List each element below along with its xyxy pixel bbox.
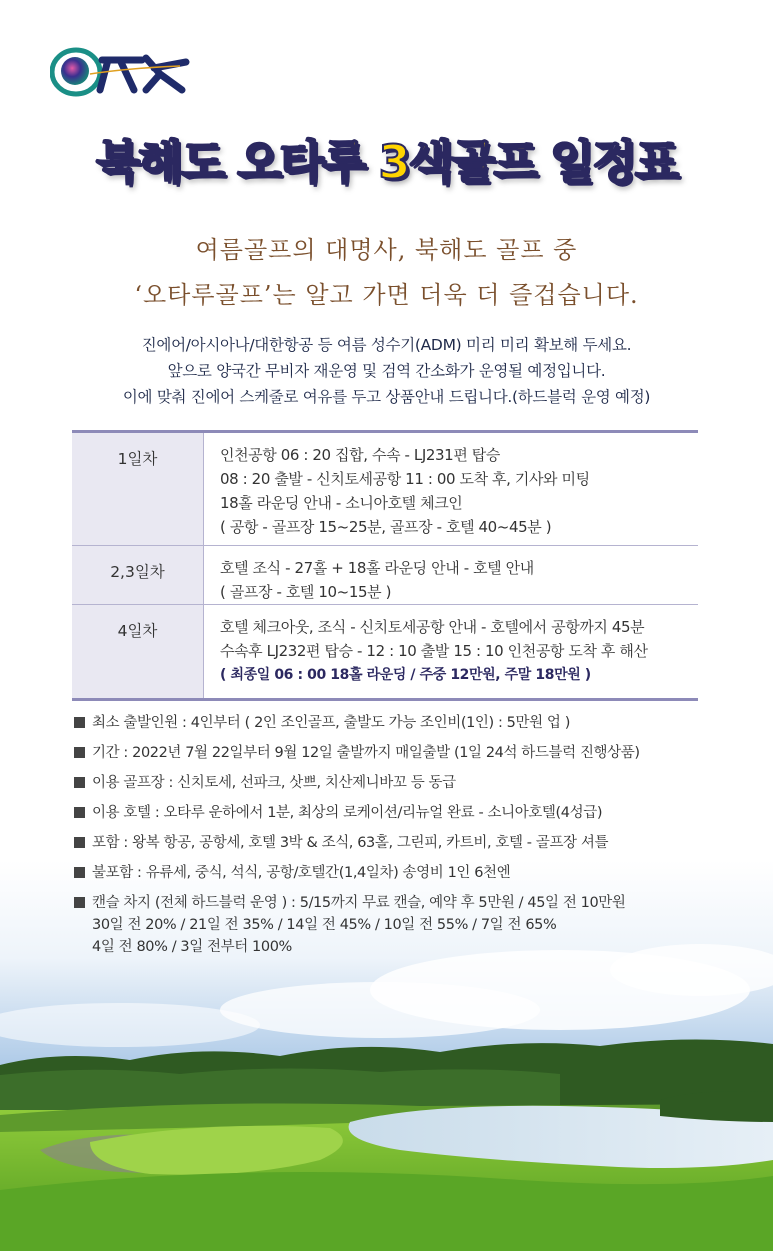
info-item-period: 기간 : 2022년 7월 22일부터 9월 12일 출발까지 매일출발 (1일 24석 하드블럭 진행상품) bbox=[72, 742, 752, 772]
title-part-highlight: 오타루 3색골프 bbox=[237, 135, 536, 189]
info-list bbox=[72, 712, 752, 958]
schedule-table bbox=[72, 430, 698, 701]
schedule-day-label: 4일차 bbox=[72, 605, 204, 698]
page-title bbox=[0, 126, 773, 192]
info-item-hotel: 이용 호텔 : 오타루 운하에서 1분, 최상의 로케이션/리뉴얼 완료 - 소니아호텔(4성급) bbox=[72, 802, 752, 832]
schedule-line: 호텔 조식 - 27홀 + 18홀 라운딩 안내 - 호텔 안내 bbox=[220, 559, 534, 577]
schedule-detail bbox=[204, 546, 698, 604]
title-part-region: 북해도 bbox=[95, 135, 224, 189]
info-item-cancel bbox=[72, 892, 752, 958]
schedule-row-day2-3 bbox=[72, 546, 698, 605]
note-line-2: 앞으로 양국간 무비자 재운영 및 검역 간소화가 운영될 예정입니다. bbox=[167, 362, 606, 380]
info-item-courses: 이용 골프장 : 신치토세, 선파크, 삿쁘, 치산제니바꼬 등 동급 bbox=[72, 772, 752, 802]
schedule-line: 인천공항 06 : 20 집합, 수속 - LJ231편 탑승 bbox=[220, 446, 500, 464]
cancel-line-2: 30일 전 20% / 21일 전 35% / 14일 전 45% / 10일 전 55% / 7일 전 65% bbox=[92, 917, 557, 933]
schedule-detail bbox=[204, 433, 698, 545]
lead-line-2: ‘오타루골프’는 알고 가면 더욱 더 즐겁습니다. bbox=[134, 281, 639, 309]
schedule-line: 08 : 20 출발 - 신치토세공항 11 : 00 도착 후, 기사와 미팅 bbox=[220, 470, 590, 488]
schedule-day-label: 1일차 bbox=[72, 433, 204, 545]
note-line-3: 이에 맞춰 진에어 스케줄로 여유를 두고 상품안내 드립니다.(하드블럭 운영 예정) bbox=[122, 388, 651, 406]
schedule-row-day4 bbox=[72, 605, 698, 698]
cancel-line-3: 4일 전 80% / 3일 전부터 100% bbox=[92, 939, 292, 955]
cancel-line-1: 캔슬 차지 (전체 하드블럭 운영 ) : 5/15까지 무료 캔슬, 예약 후 5만원 / 45일 전 10만원 bbox=[92, 895, 626, 911]
lead-line-1: 여름골프의 대명사, 북해도 골프 중 bbox=[195, 236, 578, 264]
schedule-line: 18홀 라운딩 안내 - 소니아호텔 체크인 bbox=[220, 494, 463, 512]
info-item-included: 포함 : 왕복 항공, 공항세, 호텔 3박 & 조식, 63홀, 그린피, 카트비, 호텔 - 골프장 셔틀 bbox=[72, 832, 752, 862]
golf-globe-logo-icon bbox=[50, 44, 190, 100]
title-part-schedule: 일정표 bbox=[549, 135, 678, 189]
schedule-detail bbox=[204, 605, 698, 698]
schedule-row-day1 bbox=[72, 433, 698, 546]
info-item-excluded: 불포함 : 유류세, 중식, 석식, 공항/호텔간(1,4일차) 송영비 1인 6천엔 bbox=[72, 862, 752, 892]
note-line-1: 진에어/아시아나/대한항공 등 여름 성수기(ADM) 미리 미리 확보해 두세요. bbox=[141, 336, 632, 354]
schedule-line: ( 골프장 - 호텔 10~15분 ) bbox=[220, 583, 392, 601]
schedule-line: 호텔 체크아웃, 조식 - 신치토세공항 안내 - 호텔에서 공항까지 45분 bbox=[220, 618, 645, 636]
schedule-highlight: ( 최종일 06 : 00 18홀 라운딩 / 주중 12만원, 주말 18만원 ) bbox=[220, 667, 591, 683]
schedule-day-label: 2,3일차 bbox=[72, 546, 204, 604]
info-item-min-people: 최소 출발인원 : 4인부터 ( 2인 조인골프, 출발도 가능 조인비(1인) : 5만원 업 ) bbox=[72, 712, 752, 742]
schedule-line: ( 공항 - 골프장 15~25분, 골프장 - 호텔 40~45분 ) bbox=[220, 518, 552, 536]
schedule-line: 수속후 LJ232편 탑승 - 12 : 10 출발 15 : 10 인천공항 도착 후 해산 bbox=[220, 642, 648, 660]
